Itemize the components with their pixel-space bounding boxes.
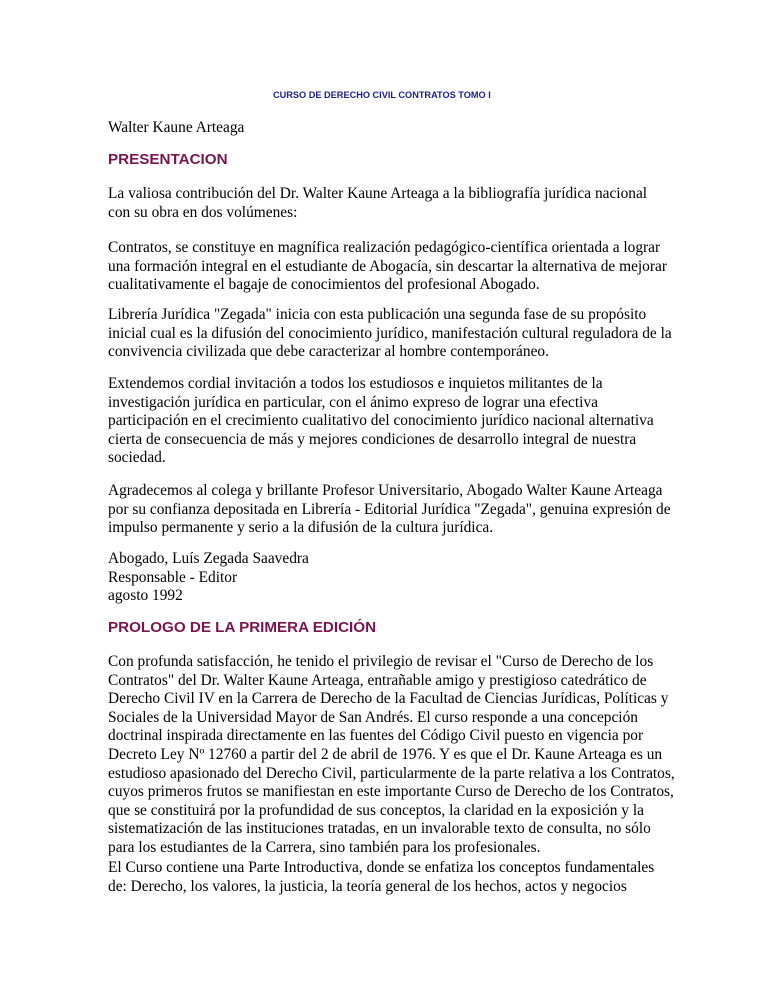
text-line: Librería Jurídica "Zegada" inicia con esta publicación una segunda fase de su propósito <box>108 306 647 323</box>
text-line: sistematización de las instituciones tratadas, en un invalorable texto de consulta, no sólo <box>108 820 651 838</box>
paragraph <box>108 306 672 362</box>
paragraph <box>108 859 668 896</box>
text-line: con su obra en dos volúmenes: <box>108 203 298 221</box>
document-header-title: CURSO DE DERECHO CIVIL CONTRATOS TOMO I <box>273 90 491 100</box>
text-line: Contratos" del Dr. Walter Kaune Arteaga, entrañable amigo y prestigioso catedrático de <box>108 671 647 689</box>
text-line: investigación jurídica en particular, con el ánimo expreso de lograr una efectiva <box>108 393 598 411</box>
text-line: doctrinal inspirada directamente en las fuentes del Código Civil puesto en vigencia por <box>108 727 644 745</box>
paragraph <box>108 375 668 468</box>
section-heading-presentacion: PRESENTACION <box>108 151 228 168</box>
signature-block <box>108 550 668 606</box>
text-line: cualitativamente el bagaje de conocimientos del profesional Abogado. <box>108 276 540 294</box>
text-line: La valiosa contribución del Dr. Walter Kaune Arteaga a la bibliografía jurídica nacional <box>108 185 648 202</box>
text-line: por su confianza depositada en Librería - Editorial Jurídica "Zegada", genuina expresión de <box>108 500 671 518</box>
text-line: Con profunda satisfacción, he tenido el privilegio de revisar el "Curso de Derecho de los <box>108 653 654 670</box>
text-line: Decreto Ley Nº 12760 a partir del 2 de abril de 1976. Y es que el Dr. Kaune Arteaga es un <box>108 745 663 763</box>
paragraph <box>108 482 671 538</box>
text-line: convivencia civilizada que debe caracterizar al hombre contemporáneo. <box>108 343 549 361</box>
text-line: para los estudiantes de la Carrera, sino también para los profesionales. <box>108 838 541 856</box>
text-line: inicial cual es la difusión del conocimiento jurídico, manifestación cultural reguladora de la <box>108 324 672 342</box>
signatory-role: Responsable - Editor <box>108 568 238 586</box>
text-line: cuyos primeros frutos se manifiestan en este importante Curso de Derecho de los Contratos, <box>108 783 674 801</box>
paragraph <box>108 653 675 858</box>
text-line: impulso permanente y serio a la difusión de la cultura jurídica. <box>108 519 494 537</box>
signatory-name: Abogado, Luís Zegada Saavedra <box>108 550 309 567</box>
text-line: El Curso contiene una Parte Introductiva, donde se enfatiza los conceptos fundamentales <box>108 859 655 876</box>
text-line: estudioso apasionado del Derecho Civil, particularmente de la parte relativa a los Contratos, <box>108 764 675 782</box>
text-line: participación en el crecimiento cualitativo del conocimiento jurídico nacional alternativa <box>108 412 654 430</box>
text-line: Sociales de la Universidad Mayor de San Andrés. El curso responde a una concepción <box>108 708 638 726</box>
paragraph <box>108 185 668 222</box>
signature-date: agosto 1992 <box>108 587 183 605</box>
text-line: Derecho Civil IV en la Carrera de Derecho de la Facultad de Ciencias Jurídicas, Políticas y <box>108 690 669 708</box>
text-line: de: Derecho, los valores, la justicia, la teoría general de los hechos, actos y negocios <box>108 877 627 895</box>
text-line: cierta de consecuencia de más y mejores condiciones de desarrollo integral de nuestra <box>108 430 637 448</box>
author-name: Walter Kaune Arteaga <box>108 119 245 136</box>
text-line: Extendemos cordial invitación a todos los estudiosos e inquietos militantes de la <box>108 375 603 392</box>
section-heading-prologo: PROLOGO DE LA PRIMERA EDICIÓN <box>108 619 377 636</box>
text-line: sociedad. <box>108 449 166 467</box>
paragraph <box>108 239 668 295</box>
text-line: que se constituirá por la profundidad de sus conceptos, la claridad en la exposición y la <box>108 801 644 819</box>
text-line: Contratos, se constituye en magnífica realización pedagógico-científica orientada a lograr <box>108 239 661 256</box>
text-line: Agradecemos al colega y brillante Profesor Universitario, Abogado Walter Kaune Arteaga <box>108 482 663 499</box>
text-line: una formación integral en el estudiante de Abogacía, sin descartar la alternativa de mejorar <box>108 257 667 275</box>
